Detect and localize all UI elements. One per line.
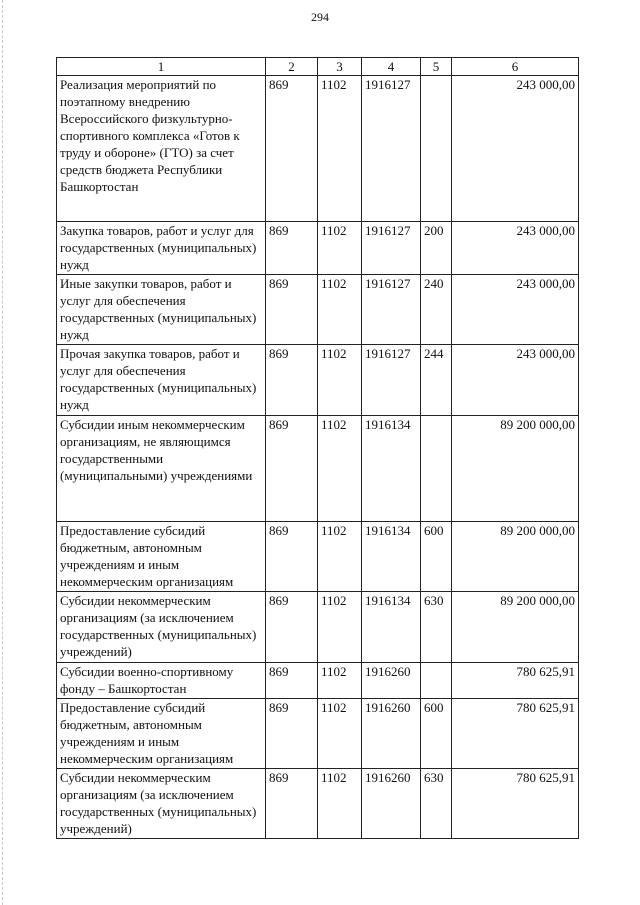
row-name: Закупка товаров, работ и услуг для государственных (муниципальных) нужд xyxy=(57,222,266,275)
target-code: 1916127 xyxy=(362,76,421,222)
amount: 243 000,00 xyxy=(452,222,579,275)
amount: 780 625,91 xyxy=(452,769,579,839)
table-row xyxy=(57,275,579,345)
expense-type-code: 600 xyxy=(421,699,452,769)
section-code: 1102 xyxy=(318,699,362,769)
col-header-2: 2 xyxy=(266,58,318,76)
section-code: 1102 xyxy=(318,522,362,592)
section-code: 1102 xyxy=(318,592,362,663)
target-code: 1916127 xyxy=(362,345,421,416)
amount: 243 000,00 xyxy=(452,345,579,416)
ministry-code: 869 xyxy=(266,416,318,522)
target-code: 1916260 xyxy=(362,769,421,839)
expense-type-code: 630 xyxy=(421,592,452,663)
ministry-code: 869 xyxy=(266,522,318,592)
row-name: Реализация мероприятий по поэтапному внедрению Всероссийского физкультурно-спортивного комплекса «Готов к труду и обороне» (ГТО) за счет средств бюджета Республики Башкортостан xyxy=(57,76,266,222)
amount: 243 000,00 xyxy=(452,275,579,345)
table-row xyxy=(57,416,579,522)
row-name: Субсидии некоммерческим организациям (за исключением государственных (муниципальных) учреждений) xyxy=(57,592,266,663)
table-row xyxy=(57,522,579,592)
table-row xyxy=(57,769,579,839)
target-code: 1916127 xyxy=(362,275,421,345)
amount: 89 200 000,00 xyxy=(452,416,579,522)
expense-type-code: 240 xyxy=(421,275,452,345)
col-header-3: 3 xyxy=(318,58,362,76)
amount: 243 000,00 xyxy=(452,76,579,222)
section-code: 1102 xyxy=(318,222,362,275)
amount: 89 200 000,00 xyxy=(452,592,579,663)
section-code: 1102 xyxy=(318,76,362,222)
page-edge xyxy=(2,0,3,905)
col-header-6: 6 xyxy=(452,58,579,76)
budget-table xyxy=(56,57,579,839)
col-header-5: 5 xyxy=(421,58,452,76)
expense-type-code: 200 xyxy=(421,222,452,275)
expense-type-code xyxy=(421,663,452,699)
amount: 89 200 000,00 xyxy=(452,522,579,592)
row-name: Предоставление субсидий бюджетным, автономным учреждениям и иным некоммерческим организациям xyxy=(57,699,266,769)
target-code: 1916127 xyxy=(362,222,421,275)
ministry-code: 869 xyxy=(266,769,318,839)
row-name: Иные закупки товаров, работ и услуг для обеспечения государственных (муниципальных) нужд xyxy=(57,275,266,345)
table-row xyxy=(57,345,579,416)
section-code: 1102 xyxy=(318,769,362,839)
target-code: 1916134 xyxy=(362,416,421,522)
row-name: Прочая закупка товаров, работ и услуг для обеспечения государственных (муниципальных) нужд xyxy=(57,345,266,416)
col-header-4: 4 xyxy=(362,58,421,76)
table-row xyxy=(57,222,579,275)
ministry-code: 869 xyxy=(266,699,318,769)
target-code: 1916134 xyxy=(362,592,421,663)
amount: 780 625,91 xyxy=(452,699,579,769)
table-row xyxy=(57,699,579,769)
expense-type-code xyxy=(421,416,452,522)
header-row xyxy=(57,58,579,76)
amount: 780 625,91 xyxy=(452,663,579,699)
ministry-code: 869 xyxy=(266,663,318,699)
row-name: Субсидии иным некоммерческим организациям, не являющимся государственными (муниципальными) учреждениями xyxy=(57,416,266,522)
page-number: 294 xyxy=(311,10,329,24)
expense-type-code: 600 xyxy=(421,522,452,592)
section-code: 1102 xyxy=(318,416,362,522)
target-code: 1916260 xyxy=(362,663,421,699)
row-name: Предоставление субсидий бюджетным, автономным учреждениям и иным некоммерческим организациям xyxy=(57,522,266,592)
ministry-code: 869 xyxy=(266,345,318,416)
table-row xyxy=(57,76,579,222)
section-code: 1102 xyxy=(318,345,362,416)
ministry-code: 869 xyxy=(266,76,318,222)
table-row xyxy=(57,592,579,663)
row-name: Субсидии некоммерческим организациям (за исключением государственных (муниципальных) учреждений) xyxy=(57,769,266,839)
section-code: 1102 xyxy=(318,275,362,345)
expense-type-code xyxy=(421,76,452,222)
expense-type-code: 630 xyxy=(421,769,452,839)
ministry-code: 869 xyxy=(266,222,318,275)
ministry-code: 869 xyxy=(266,275,318,345)
table-row xyxy=(57,663,579,699)
target-code: 1916260 xyxy=(362,699,421,769)
section-code: 1102 xyxy=(318,663,362,699)
expense-type-code: 244 xyxy=(421,345,452,416)
col-header-1: 1 xyxy=(57,58,266,76)
ministry-code: 869 xyxy=(266,592,318,663)
target-code: 1916134 xyxy=(362,522,421,592)
row-name: Субсидии военно-спортивному фонду – Башкортостан xyxy=(57,663,266,699)
